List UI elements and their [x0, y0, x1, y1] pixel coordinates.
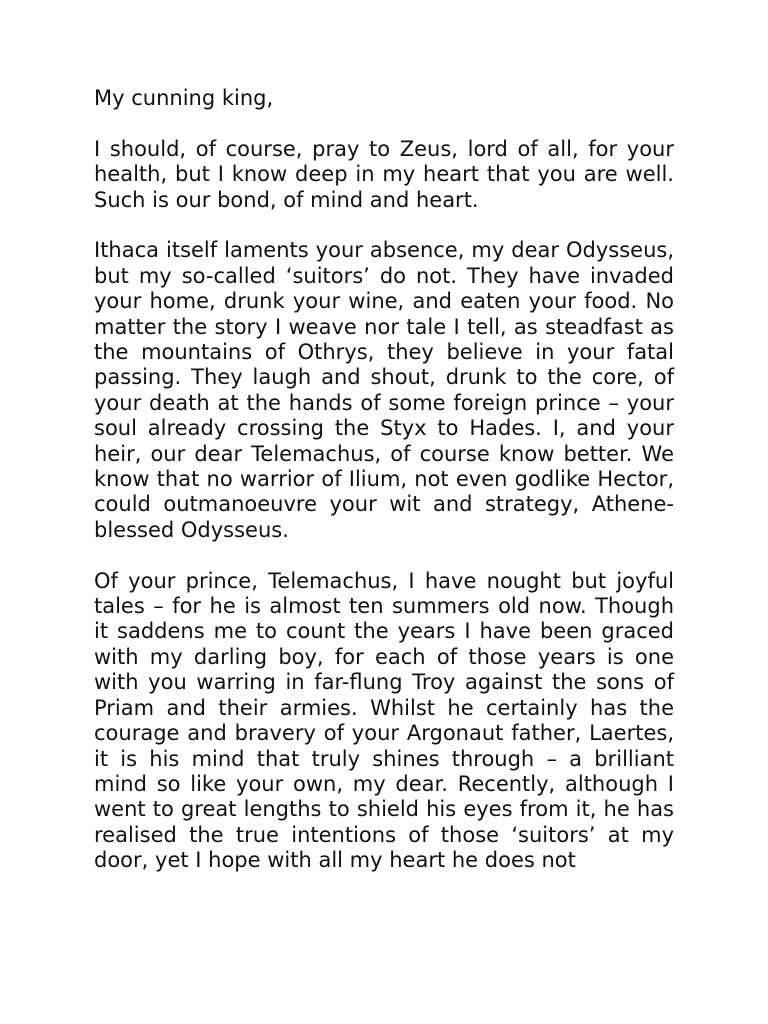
document-page	[94, 86, 674, 874]
letter-paragraph-2: Ithaca itself laments your absence, my dear Odysseus, but my so-called ‘suitors’ do not. They have invaded your home, drunk your wine, and eaten your food. No matter the story I weave nor tale I tell, as steadfast as the mountains of Othrys, they believe in your fatal passing. They laugh and shout, drunk to the core, of your death at the hands of some foreign prince – your soul already crossing the Styx to Hades. I, and your heir, our dear Telemachus, of course know better. We know that no warrior of Ilium, not even godlike Hector, could outmanoeuvre your wit and strategy, Athene-blessed Odysseus.	[94, 238, 674, 542]
letter-paragraph-3: Of your prince, Telemachus, I have nought but joyful tales – for he is almost ten summers old now. Though it saddens me to count the years I have been graced with my darling boy, for each of those years is one with you warring in far-flung Troy against the sons of Priam and their armies. Whilst he certainly has the courage and bravery of your Argonaut father, Laertes, it is his mind that truly shines through – a brilliant mind so like your own, my dear. Recently, although I went to great lengths to shield his eyes from it, he has realised the true intentions of those ‘suitors’ at my door, yet I hope with all my heart he does not	[94, 568, 674, 873]
letter-paragraph-1: I should, of course, pray to Zeus, lord of all, for your health, but I know deep in my heart that you are well. Such is our bond, of mind and heart.	[94, 136, 674, 212]
letter-salutation: My cunning king,	[94, 86, 274, 110]
